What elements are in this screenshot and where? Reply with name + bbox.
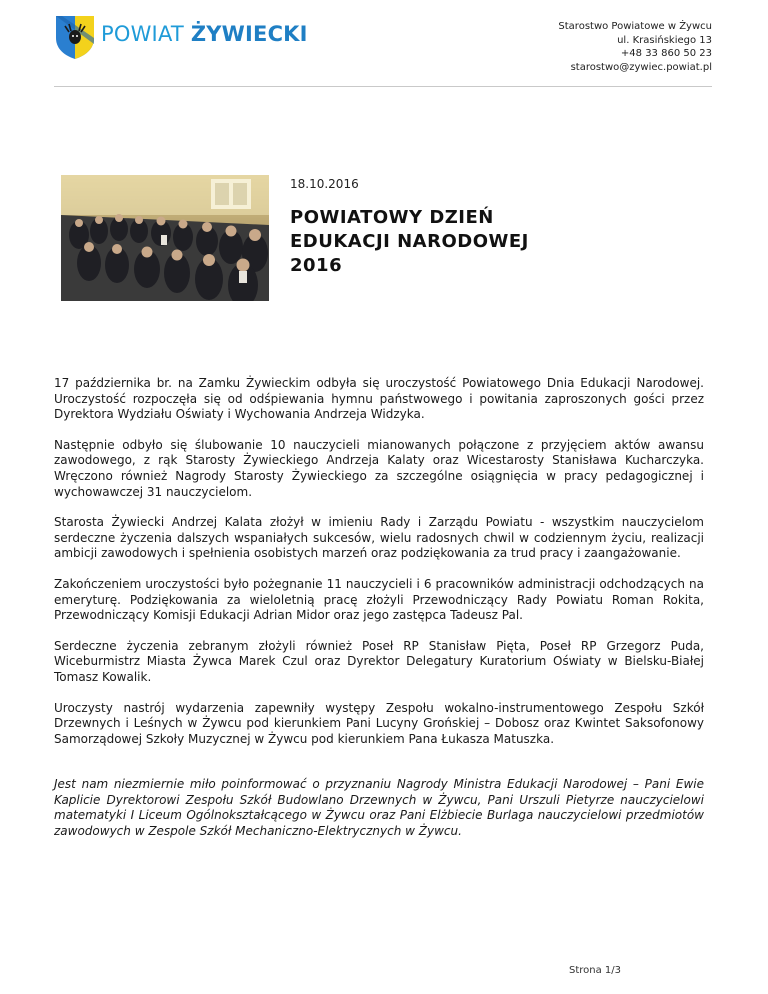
page-number: Strona 1/3 [569, 965, 622, 976]
article-body [54, 376, 704, 855]
logo-wordmark [101, 22, 308, 46]
coat-of-arms-icon [54, 14, 96, 60]
contact-phone: +48 33 860 50 23 [620, 48, 712, 59]
contact-street: ul. Krasińskiego 13 [617, 34, 712, 46]
article-paragraph: 17 października br. na Zamku Żywieckim odbyła się uroczystość Powiatowego Dnia Edukacji Narodowej. Uroczystość rozpoczęła się od odśpiewania hymnu państwowego i powitania zaproszonych gości przez Dyrektora Wydziału Oświaty i Wychowania Andrzeja Widzyka. [54, 376, 704, 422]
contact-block [558, 20, 712, 74]
header-divider [54, 86, 712, 87]
logo-word-powiat: POWIAT [101, 22, 184, 46]
article-paragraph: Uroczysty nastrój wydarzenia zapewniły występy Zespołu wokalno-instrumentowego Zespołu Szkół Drzewnych i Leśnych w Żywcu pod kierunkiem Pani Lucyny Grońskiej – Dobosz oraz Kwintet Saksofonowy Samorządowej Szkoły Muzycznej w Żywcu pod kierunkiem Pana Łukasza Matuszka. [54, 700, 704, 746]
logo-word-zywiecki: ŻYWIECKI [190, 22, 308, 46]
event-photo[interactable] [61, 175, 269, 301]
article-title [290, 206, 590, 278]
logo[interactable] [54, 14, 308, 60]
article-paragraph: Serdeczne życzenia zebranym złożyli również Poseł RP Stanisław Pięta, Poseł RP Grzegorz Puda, Wiceburmistrz Miasta Żywca Marek Czul oraz Dyrektor Delegatury Kuratorium Oświaty w Bielsku-Białej Tomasz Kowalik. [54, 638, 704, 684]
article-italic-note: Jest nam niezmiernie miło poinformować o przyznaniu Nagrody Ministra Edukacji Narodowej – Pani Ewie Kaplicie Dyrektorowi Zespołu Szkół Budowlano Drzewnych w Żywcu, Pani Urszuli Pietyrze nauczycielowi matematyki I Liceum Ogólnokształcącego w Żywcu oraz Pani Elżbiecie Burlaga nauczycielowi przedmiotów zawodowych w Zespole Szkół Mechaniczno-Elektrycznych w Żywcu. [54, 777, 704, 839]
article-paragraph: Następnie odbyło się ślubowanie 10 nauczycieli mianowanych połączone z przyjęciem aktów awansu zawodowego, z rąk Starosty Żywieckiego Andrzeja Kalaty oraz Wicestarosty Stanisława Kucharczyka. Wręczono również Nagrody Starosty Żywieckiego za szczególne osiągnięcia w pracy pedagogicznej i wychowawczej 31 nauczycielom. [54, 437, 704, 499]
article-title-line-2: EDUKACJI NARODOWEJ [290, 231, 529, 252]
article-paragraph: Zakończeniem uroczystości było pożegnanie 11 nauczycieli i 6 pracowników administracji odchodzących na emeryturę. Podziękowania za wieloletnią pracę złożyli Przewodniczący Rady Powiatu Roman Rokita, Przewodniczący Komisji Edukacji Adrian Midor oraz jego zastępca Tadeusz Pal. [54, 576, 704, 623]
contact-name: Starostwo Powiatowe w Żywcu [558, 21, 712, 32]
article-paragraph: Starosta Żywiecki Andrzej Kalata złożył w imieniu Rady i Zarządu Powiatu - wszystkim nauczycielom serdeczne życzenia dalszych wspaniałych sukcesów, wielu radosnych chwil w codziennym życiu, realizacji ambicji zawodowych i spełnienia osobistych marzeń oraz podziękowania za trud pracy i zaangażowanie. [54, 515, 704, 561]
article-date: 18.10.2016 [290, 177, 359, 191]
audience-photo-icon [61, 175, 269, 301]
article-title-line-3: 2016 [290, 255, 343, 276]
article-title-line-1: POWIATOWY DZIEŃ [290, 207, 494, 228]
contact-email[interactable]: starostwo@zywiec.powiat.pl [570, 61, 712, 73]
